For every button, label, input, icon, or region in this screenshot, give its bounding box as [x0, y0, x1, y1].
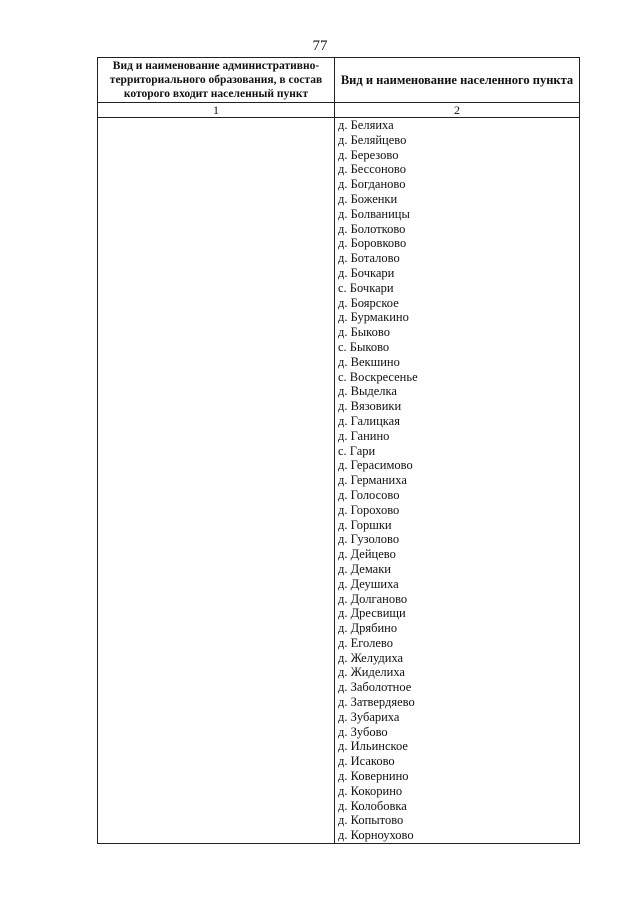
settlement-item: с. Бочкари	[338, 280, 394, 295]
body-row	[98, 118, 580, 844]
settlement-item: д. Болотково	[338, 221, 406, 236]
settlement-item: д. Деушиха	[338, 576, 399, 591]
settlement-item: д. Ильинское	[338, 739, 408, 754]
settlement-item: д. Горшки	[338, 517, 392, 532]
settlement-list	[335, 118, 579, 843]
settlement-item: д. Заболотное	[338, 680, 412, 695]
settlement-item: д. Герасимово	[338, 458, 413, 473]
settlements-table	[97, 57, 580, 844]
settlement-item: д. Горохово	[338, 502, 400, 517]
settlement-item: д. Бочкари	[338, 265, 395, 280]
admin-unit-cell	[98, 118, 335, 844]
settlement-item: д. Исаково	[338, 754, 395, 769]
settlement-list-cell	[335, 118, 580, 844]
settlement-item: д. Жиделиха	[338, 665, 405, 680]
header-settlement: Вид и наименование населенного пункта	[335, 58, 580, 103]
settlement-item: д. Зубариха	[338, 709, 400, 724]
settlement-item: с. Воскресенье	[338, 369, 418, 384]
settlement-item: д. Бессоново	[338, 162, 406, 177]
settlement-item: д. Дейцево	[338, 547, 396, 562]
settlement-item: д. Еголево	[338, 635, 393, 650]
settlement-item: д. Богданово	[338, 177, 406, 192]
settlement-item: д. Копытово	[338, 813, 404, 828]
settlement-item: д. Голосово	[338, 487, 400, 502]
settlement-item: д. Березово	[338, 147, 399, 162]
column-number-1: 1	[98, 103, 335, 118]
settlement-item: с. Быково	[338, 339, 390, 354]
settlement-item: д. Гузолово	[338, 532, 400, 547]
settlement-item: д. Ганино	[338, 428, 390, 443]
settlement-item: д. Дрябино	[338, 621, 398, 636]
settlement-item: д. Галицкая	[338, 413, 400, 428]
settlement-item: д. Беляиха	[338, 118, 394, 132]
settlement-item: д. Зубово	[338, 724, 388, 739]
settlement-item: д. Корноухово	[338, 828, 414, 843]
settlement-item: д. Колобовка	[338, 798, 407, 813]
settlement-item: д. Демаки	[338, 561, 391, 576]
settlement-item: д. Бурмакино	[338, 310, 409, 325]
settlement-item: д. Боженки	[338, 191, 398, 206]
settlement-item: с. Гари	[338, 443, 376, 458]
settlement-item: д. Желудиха	[338, 650, 404, 665]
settlement-item: д. Ковернино	[338, 769, 409, 784]
settlement-item: д. Дресвищи	[338, 606, 406, 621]
settlement-item: д. Боярское	[338, 295, 399, 310]
header-admin-unit: Вид и наименование административно-территориального образования, в состав которого входит населенный пункт	[98, 58, 335, 103]
settlement-item: д. Кокорино	[338, 783, 403, 798]
settlement-item: д. Векшино	[338, 354, 400, 369]
settlement-item: д. Вязовики	[338, 399, 402, 414]
column-number-row	[98, 103, 580, 118]
settlement-item: д. Боровково	[338, 236, 407, 251]
page-number: 77	[312, 38, 328, 54]
settlement-item: д. Беляйцево	[338, 132, 407, 147]
column-number-2: 2	[335, 103, 580, 118]
settlement-item: д. Выделка	[338, 384, 397, 399]
settlement-item: д. Боталово	[338, 251, 400, 266]
settlement-item: д. Долганово	[338, 591, 408, 606]
header-row	[98, 58, 580, 103]
settlement-item: д. Быково	[338, 325, 390, 340]
settlement-item: д. Болваницы	[338, 206, 410, 221]
settlement-item: д. Германиха	[338, 473, 407, 488]
settlement-item: д. Затвердяево	[338, 695, 415, 710]
